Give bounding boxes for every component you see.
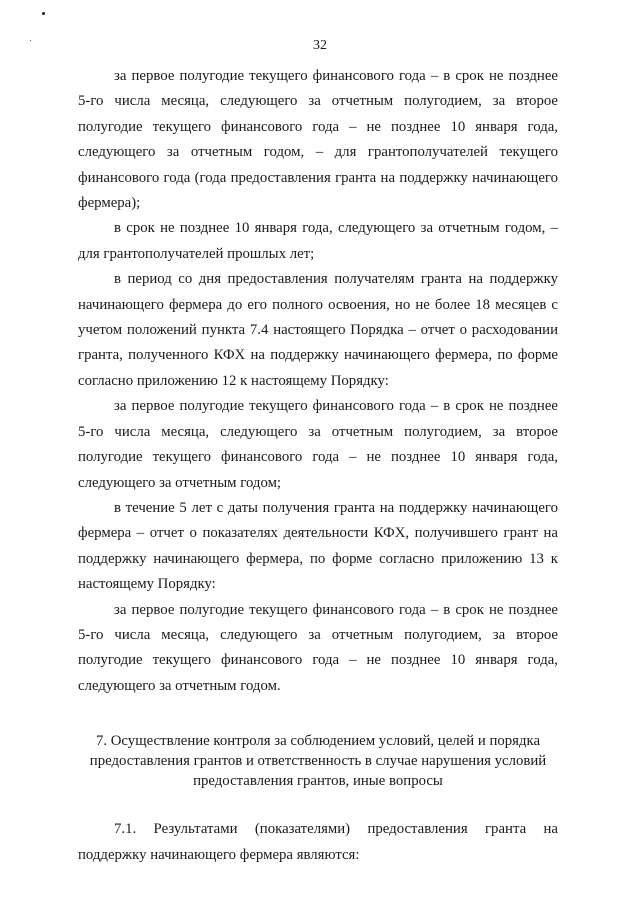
paragraph: в срок не позднее 10 января года, следующего за отчетным годом, – для грантополучателей прошлых лет; — [78, 220, 558, 262]
page-number: 32 — [313, 38, 327, 53]
section-heading: 7. Осуществление контроля за соблюдением условий, целей и порядка предоставления грантов и ответственность в случае нарушения условий предоставления грантов, иные вопросы — [89, 733, 547, 790]
paragraph: в период со дня предоставления получателям гранта на поддержку начинающего фермера до его полного освоения, но не более 18 месяцев с учетом положений пункта 7.4 настоящего Порядка – отчет о расходовании гранта, полученного КФХ на поддержку начинающего фермера, по форме согласно приложению 12 к настоящему Порядку: — [78, 271, 558, 389]
document-body — [78, 64, 558, 868]
scan-artifact — [42, 12, 45, 15]
paragraph: за первое полугодие текущего финансового года – в срок не позднее 5-го числа месяца, следующего за отчетным полугодием, за второе полугодие текущего финансового года – не позднее 10 января года, следующего за отчетным годом; — [78, 398, 558, 491]
paragraph: за первое полугодие текущего финансового года – в срок не позднее 5-го числа месяца, следующего за отчетным полугодием, за второе полугодие текущего финансового года – не позднее 10 января года, следующего за отчетным годом. — [78, 601, 558, 694]
paragraph: за первое полугодие текущего финансового года – в срок не позднее 5-го числа месяца, следующего за отчетным полугодием, за второе полугодие текущего финансового года – не позднее 10 января года, следующего за отчетным годом, – для грантополучателей текущего финансового года (года предоставления гранта на поддержку начинающего фермера); — [78, 68, 558, 212]
paragraph: 7.1. Результатами (показателями) предоставления гранта на поддержку начинающего фермера являются: — [78, 821, 558, 863]
paragraph: в течение 5 лет с даты получения гранта на поддержку начинающего фермера – отчет о показателях деятельности КФХ, получившего грант на поддержку начинающего фермера, по форме согласно приложению 13 к настоящему Порядку: — [78, 499, 558, 593]
